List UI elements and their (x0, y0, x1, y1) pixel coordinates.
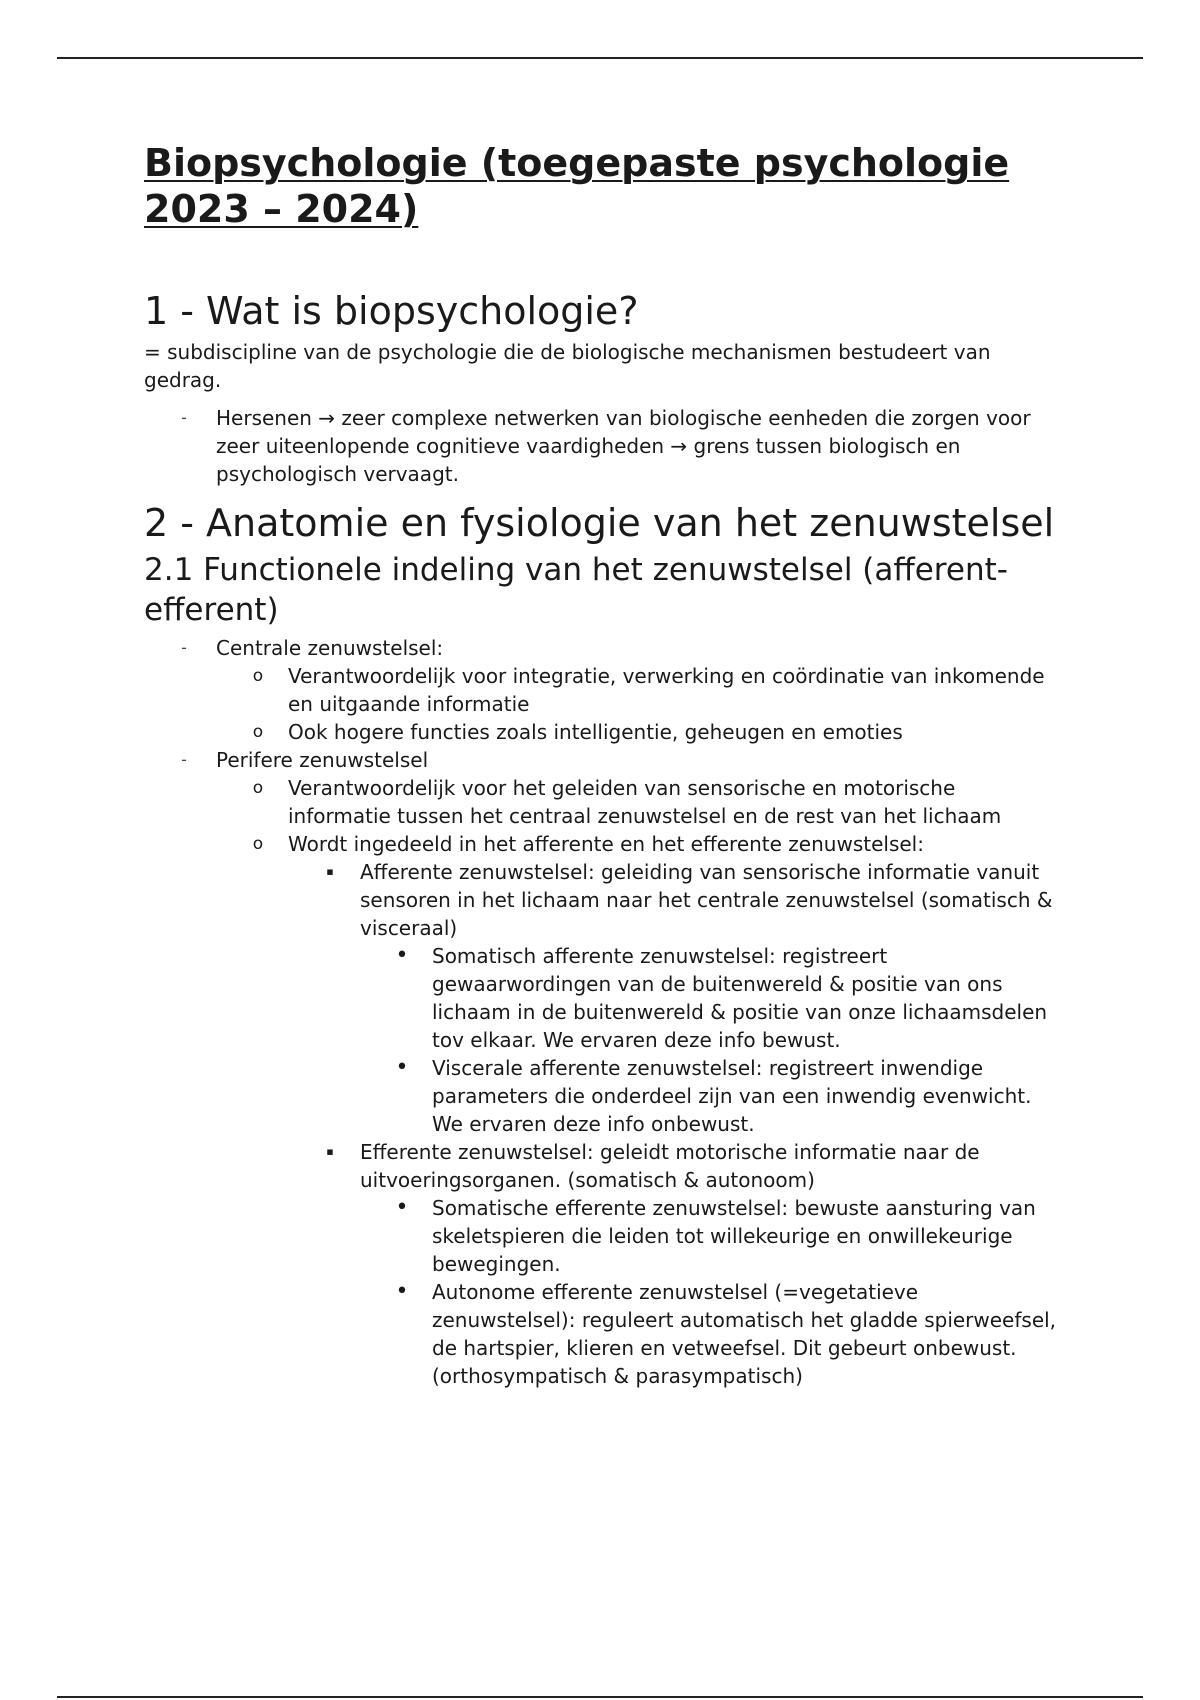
nervous-system-list (144, 634, 1064, 1390)
list-item-text: Viscerale afferente zenuwstelsel: registreert inwendige parameters die onderdeel zijn van een inwendig evenwicht. We ervaren deze info onbewust. (432, 1056, 1032, 1136)
list-item (216, 662, 1064, 718)
footer-rule (57, 1696, 1143, 1698)
list-item (360, 1194, 1064, 1278)
list-item-text: Verantwoordelijk voor het geleiden van sensorische en motorische informatie tussen het centraal zenuwstelsel en de rest van het lichaam (288, 776, 1002, 828)
square-bullet: ▪ (326, 1145, 334, 1158)
list-item-text: Somatische efferente zenuwstelsel: bewuste aansturing van skeletspieren die leiden tot willekeurige en onwillekeurige bewegingen. (432, 1196, 1036, 1276)
list-item (360, 942, 1064, 1054)
list-item-text: Somatisch afferente zenuwstelsel: registreert gewaarwordingen van de buitenwereld & positie van ons lichaam in de buitenwereld & positie van onze lichaamsdelen tov elkaar. We ervaren deze info bewust. (432, 944, 1048, 1052)
list-item-text: Efferente zenuwstelsel: geleidt motorische informatie naar de uitvoeringsorganen. (somatisch & autonoom) (360, 1140, 980, 1192)
section-2-1-heading: 2.1 Functionele indeling van het zenuwstelsel (afferent-efferent) (144, 552, 1008, 628)
list-item-efferent (288, 1138, 1064, 1390)
section-2-heading: 2 - Anatomie en fysiologie van het zenuwstelsel (144, 501, 1055, 545)
dash-bullet: - (181, 408, 187, 427)
afferent-sublist (360, 942, 1064, 1138)
list-item-cns (144, 634, 1064, 746)
list-item (360, 1054, 1064, 1138)
circle-bullet: o (252, 778, 264, 798)
cns-label: Centrale zenuwstelsel: (216, 636, 444, 660)
list-item-text: Afferente zenuwstelsel: geleiding van sensorische informatie vanuit sensoren in het lichaam naar het centrale zenuwstelsel (somatisch & visceraal) (360, 860, 1053, 940)
section-1-definition: = subdiscipline van de psychologie die de biologische mechanismen bestudeert van gedrag. (144, 340, 991, 392)
list-item-text: Verantwoordelijk voor integratie, verwerking en coördinatie van inkomende en uitgaande informatie (288, 664, 1045, 716)
dot-bullet: • (395, 1055, 409, 1080)
document-page (144, 140, 1064, 1390)
list-item-text: Ook hogere functies zoals intelligentie, geheugen en emoties (288, 720, 903, 744)
pns-sublist (216, 774, 1064, 1390)
cns-sublist (216, 662, 1064, 746)
dot-bullet: • (395, 1195, 409, 1220)
header-rule (57, 57, 1143, 59)
dot-bullet: • (395, 1279, 409, 1304)
list-item (216, 830, 1064, 1390)
list-item (216, 774, 1064, 830)
list-item-text: Autonome efferente zenuwstelsel (=vegetatieve zenuwstelsel): reguleert automatisch het gladde spierweefsel, de hartspier, klieren en vetweefsel. Dit gebeurt onbewust. (orthosympatisch & parasympatisch) (432, 1280, 1057, 1388)
document-title: Biopsychologie (toegepaste psychologie 2023 – 2024) (144, 141, 1010, 231)
list-item-afferent (288, 858, 1064, 1138)
section-1-heading: 1 - Wat is biopsychologie? (144, 289, 639, 333)
circle-bullet: o (252, 834, 264, 854)
efferent-sublist (360, 1194, 1064, 1390)
list-item-pns (144, 746, 1064, 1390)
circle-bullet: o (252, 722, 264, 742)
list-item-text: Wordt ingedeeld in het afferente en het efferente zenuwstelsel: (288, 832, 924, 856)
list-item (360, 1278, 1064, 1390)
dash-bullet: - (181, 750, 187, 769)
afferent-efferent-list (288, 858, 1064, 1390)
dot-bullet: • (395, 943, 409, 968)
square-bullet: ▪ (326, 865, 334, 878)
circle-bullet: o (252, 666, 264, 686)
dash-bullet: - (181, 638, 187, 657)
list-item (144, 404, 1064, 488)
list-item (216, 718, 1064, 746)
list-item-text: Hersenen → zeer complexe netwerken van biologische eenheden die zorgen voor zeer uiteenlopende cognitieve vaardigheden → grens tussen biologisch en psychologisch vervaagt. (216, 406, 1031, 486)
pns-label: Perifere zenuwstelsel (216, 748, 429, 772)
section-1-list (144, 404, 1064, 488)
